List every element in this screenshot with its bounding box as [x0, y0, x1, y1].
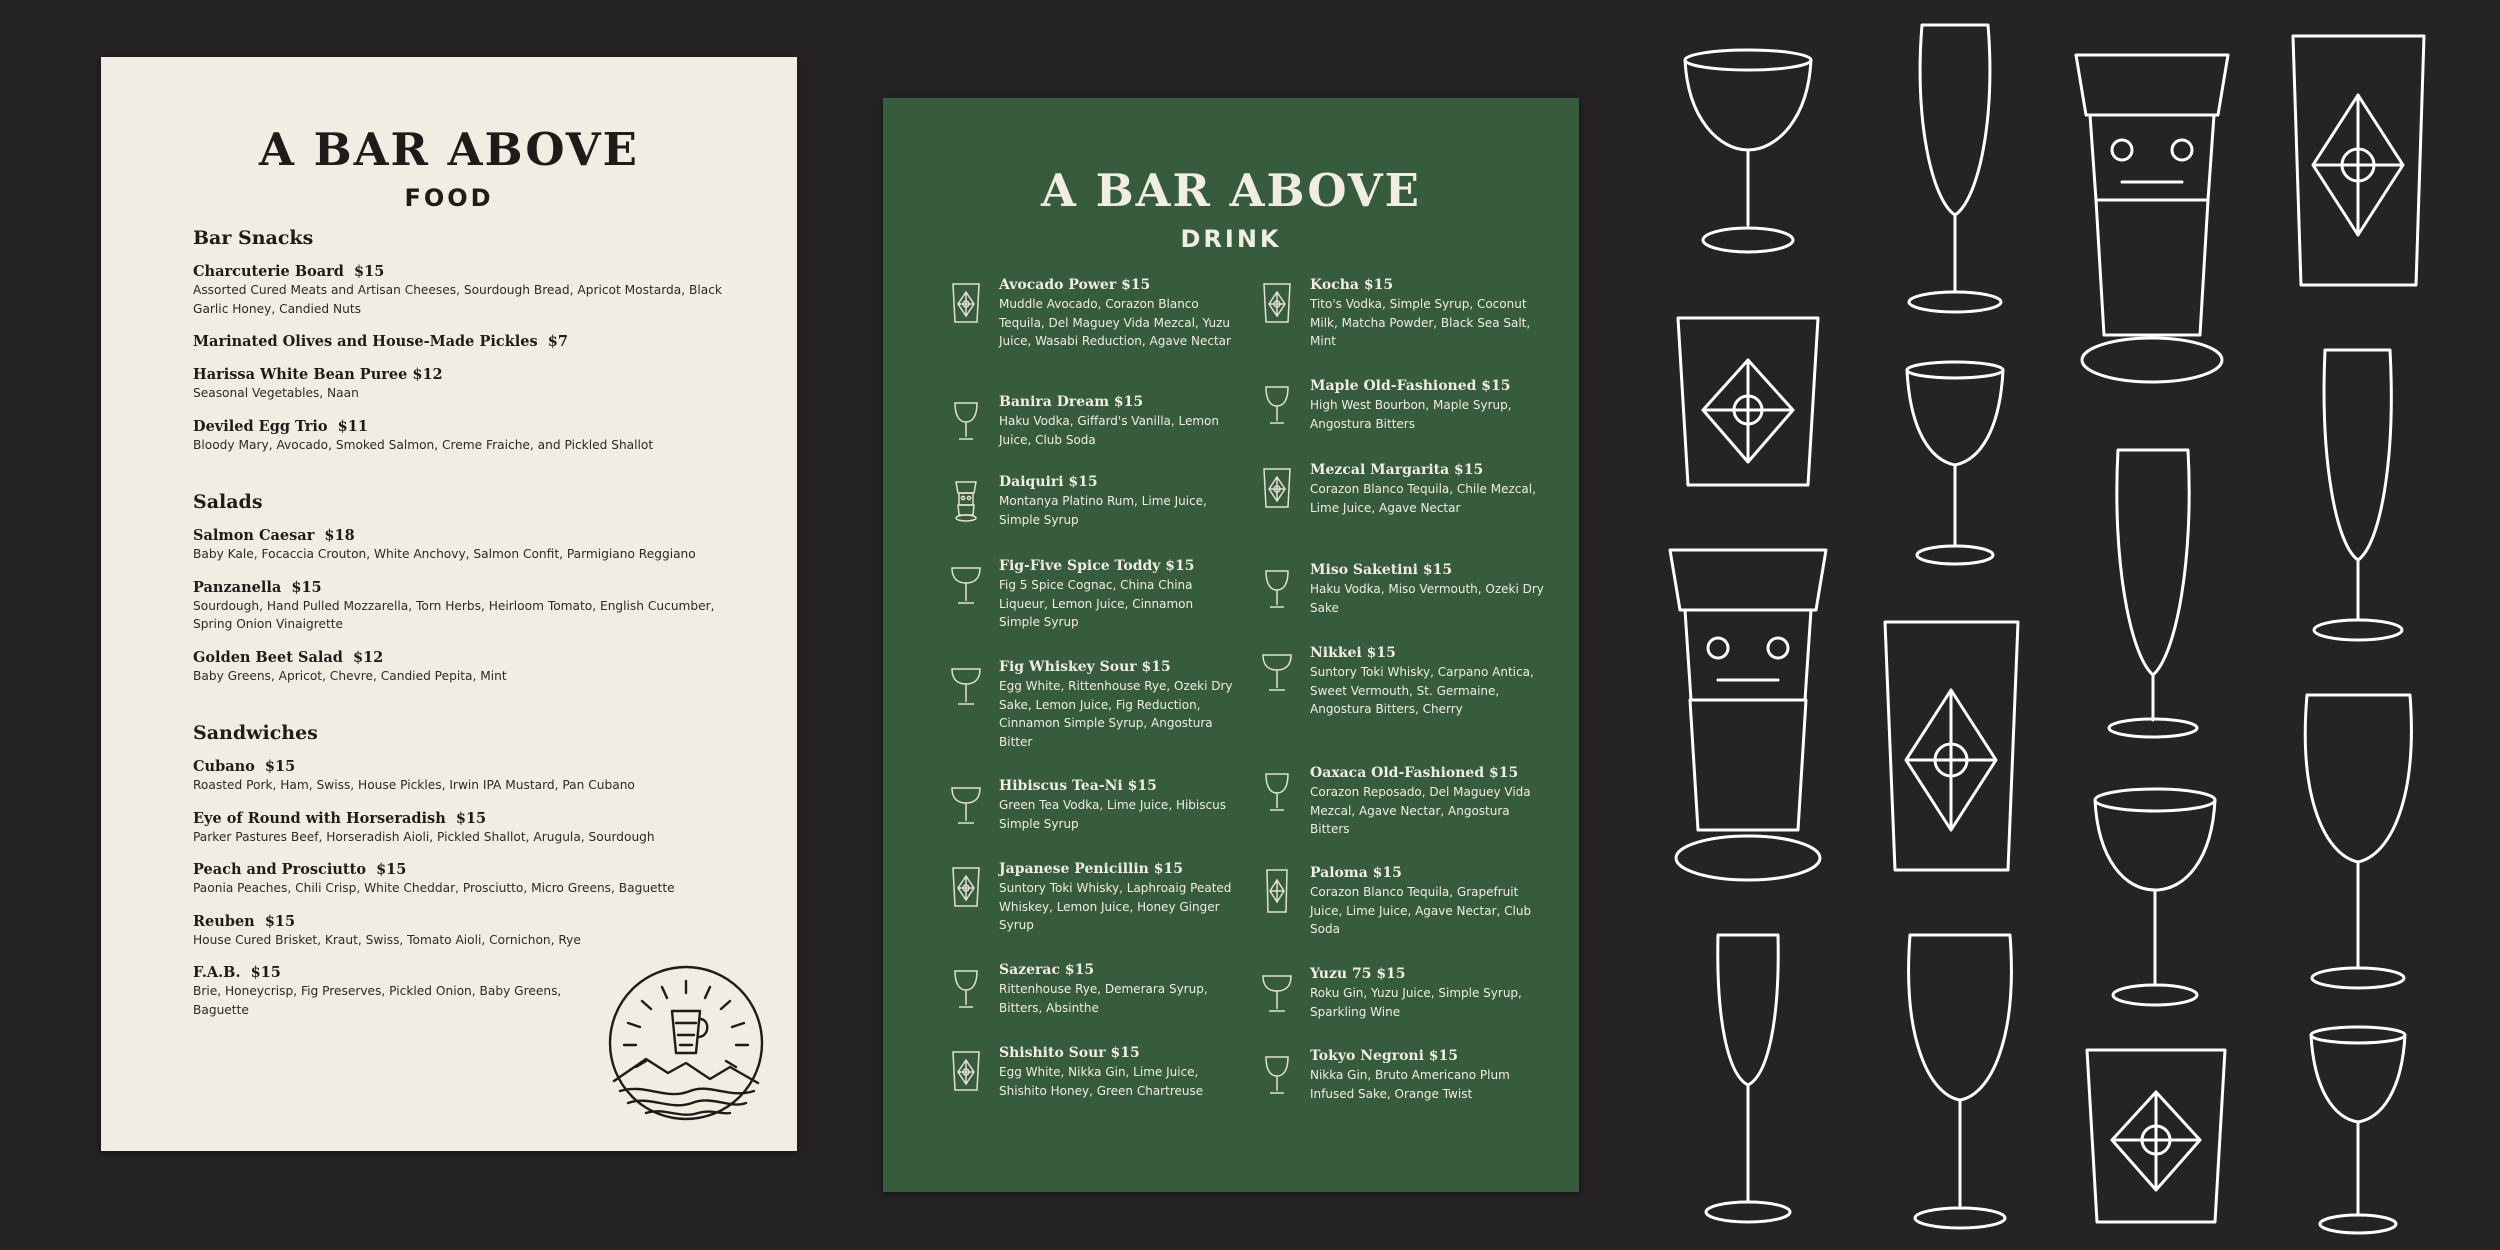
crystal-rocks-glass-icon [2087, 1050, 2225, 1222]
menu-item-name: Peach and Prosciutto $15 [193, 861, 407, 878]
coupe-glass-icon [2095, 789, 2215, 1005]
glassware-pattern [1650, 0, 2500, 1250]
champagne-flute-icon [2314, 350, 2402, 640]
menu-item [193, 526, 733, 564]
drink-name: Kocha $15 [1310, 277, 1394, 293]
menu-item [193, 860, 733, 898]
drink-item [946, 1044, 1236, 1114]
crystal-highball-glass-icon [1257, 868, 1297, 914]
drink-description: Montanya Platino Rum, Lime Juice, Simple Syrup [999, 494, 1207, 527]
section-heading: Bar Snacks [193, 227, 314, 249]
coupe-glass-icon [946, 662, 986, 708]
drink-name: Yuzu 75 $15 [1310, 966, 1406, 982]
drink-description: Egg White, Nikka Gin, Lime Juice, Shishito Honey, Green Chartreuse [999, 1065, 1204, 1098]
champagne-flute-icon [2109, 450, 2197, 737]
drink-name: Oaxaca Old-Fashioned $15 [1310, 765, 1519, 781]
menu-item [193, 332, 733, 351]
tiki-mug-icon [946, 477, 986, 523]
menu-item-description: Assorted Cured Meats and Artisan Cheeses, Sourdough Bread, Apricot Mostarda, Black Garlic Honey, Candied Nuts [193, 283, 722, 316]
drink-name: Sazerac $15 [999, 962, 1095, 978]
crystal-rocks-glass-icon [946, 864, 986, 910]
drink-name: Japanese Penicillin $15 [999, 861, 1183, 877]
menu-item-name: Deviled Egg Trio $11 [193, 417, 368, 435]
menu-item-name: Charcuterie Board $15 [193, 263, 385, 280]
crystal-rocks-glass-icon [1678, 318, 1818, 485]
champagne-flute-icon [1909, 25, 2001, 312]
drink-item [946, 393, 1236, 473]
coupe-glass-icon [946, 781, 986, 827]
drink-description: Fig 5 Spice Cognac, China China Liqueur, Lemon Juice, Cinnamon Simple Syrup [999, 578, 1194, 629]
menu-item-description: Baby Kale, Focaccia Crouton, White Anchovy, Salmon Confit, Parmigiano Reggiano [193, 547, 696, 561]
drink-description: Roku Gin, Yuzu Juice, Simple Syrup, Sparkling Wine [1310, 986, 1522, 1019]
drink-description: Corazon Reposado, Del Maguey Vida Mezcal, Agave Nectar, Angostura Bitters [1310, 785, 1531, 836]
food-menu-title: A BAR ABOVE [258, 123, 639, 176]
menu-section-bar-snacks [193, 227, 733, 454]
wine-glass-icon [2305, 695, 2411, 988]
drink-menu-card [883, 98, 1579, 1192]
drink-description: Haku Vodka, Giffard's Vanilla, Lemon Juice, Club Soda [999, 414, 1220, 447]
menu-item-name: Eye of Round with Horseradish $15 [193, 809, 487, 827]
drink-name: Fig-Five Spice Toddy $15 [999, 558, 1195, 574]
menu-item-name: Cubano $15 [193, 758, 296, 775]
tiki-mug-icon [1670, 550, 1826, 880]
drink-item [946, 276, 1236, 393]
menu-item-description: Paonia Peaches, Chili Crisp, White Cheddar, Prosciutto, Micro Greens, Baguette [193, 881, 675, 895]
drink-name: Daiquiri $15 [999, 474, 1098, 490]
drink-description: Corazon Blanco Tequila, Grapefruit Juice, Lime Juice, Agave Nectar, Club Soda [1310, 885, 1532, 936]
drink-item [1257, 1047, 1547, 1117]
drink-column-right [1257, 276, 1547, 1117]
food-menu-subtitle: FOOD [404, 184, 494, 212]
nick-and-nora-glass-icon [946, 397, 986, 443]
nick-and-nora-glass-icon [1257, 565, 1297, 611]
nick-and-nora-glass-icon [1257, 768, 1297, 814]
menu-item [193, 417, 733, 455]
drink-item [946, 557, 1236, 658]
drink-name: Paloma $15 [1310, 865, 1402, 881]
drink-item [946, 860, 1236, 961]
drink-description: Suntory Toki Whisky, Carpano Antica, Sweet Vermouth, St. Germaine, Angostura Bitters, Cherry [1310, 665, 1534, 716]
drink-item [1257, 561, 1547, 644]
drink-item [1257, 377, 1547, 461]
menu-item-description: House Cured Brisket, Kraut, Swiss, Tomato Aioli, Cornichon, Rye [193, 932, 581, 947]
menu-item-description: Parker Pastures Beef, Horseradish Aioli, Pickled Shallot, Arugula, Sourdough [193, 829, 655, 844]
nick-and-nora-glass-icon [1907, 362, 2003, 564]
food-menu-card [101, 57, 797, 1151]
menu-item-name: F.A.B. $15 [193, 964, 281, 981]
drink-item [946, 961, 1236, 1044]
menu-item-description: Bloody Mary, Avocado, Smoked Salmon, Creme Fraiche, and Pickled Shallot [193, 437, 654, 452]
menu-item-name: Harissa White Bean Puree $12 [193, 366, 443, 383]
drink-name: Miso Saketini $15 [1310, 562, 1453, 578]
nick-and-nora-glass-icon [2311, 1027, 2405, 1233]
crystal-rocks-glass-icon [946, 280, 986, 326]
drink-column-left [946, 276, 1236, 1114]
tiki-mug-icon [2076, 55, 2228, 382]
coupe-glass-icon [1257, 648, 1297, 694]
menu-item-name: Panzanella $15 [193, 578, 322, 596]
drink-menu-subtitle: DRINK [1180, 225, 1282, 253]
drink-name: Hibiscus Tea-Ni $15 [999, 778, 1157, 794]
drink-description: Tito's Vodka, Simple Syrup, Coconut Milk, Matcha Powder, Black Sea Salt, Mint [1310, 297, 1531, 348]
drink-item [1257, 864, 1547, 965]
drink-item [1257, 644, 1547, 764]
food-menu-sections [193, 227, 733, 1056]
nick-and-nora-glass-icon [946, 965, 986, 1011]
drink-name: Maple Old-Fashioned $15 [1310, 378, 1511, 394]
menu-item-name: Salmon Caesar $18 [193, 527, 355, 544]
menu-item-description: Seasonal Vegetables, Naan [193, 386, 359, 400]
drink-item [946, 658, 1236, 777]
drink-description: High West Bourbon, Maple Syrup, Angostura Bitters [1310, 398, 1512, 431]
menu-item [193, 809, 733, 847]
crystal-highball-glass-icon [1885, 622, 2018, 870]
menu-item-description: Roasted Pork, Ham, Swiss, House Pickles, Irwin IPA Mustard, Pan Cubano [193, 778, 635, 792]
drink-item [946, 473, 1236, 557]
menu-item [193, 757, 733, 795]
menu-item-description: Sourdough, Hand Pulled Mozzarella, Torn Herbs, Heirloom Tomato, English Cucumber, Spring Onion Vinaigrette [193, 598, 715, 631]
drink-name: Tokyo Negroni $15 [1310, 1048, 1458, 1064]
menu-item-name: Golden Beet Salad $12 [193, 648, 384, 666]
menu-item [193, 963, 573, 1019]
drink-description: Green Tea Vodka, Lime Juice, Hibiscus Simple Syrup [999, 798, 1226, 831]
drink-description: Haku Vodka, Miso Vermouth, Ozeki Dry Sake [1310, 582, 1544, 615]
drink-item [1257, 965, 1547, 1047]
crystal-rocks-glass-icon [946, 1048, 986, 1094]
drink-description: Suntory Toki Whisky, Laphroaig Peated Whiskey, Lemon Juice, Honey Ginger Syrup [999, 881, 1232, 932]
menu-item-description: Baby Greens, Apricot, Chevre, Candied Pepita, Mint [193, 668, 507, 683]
crystal-rocks-glass-icon [1257, 465, 1297, 511]
drink-item [1257, 764, 1547, 864]
menu-item-name: Reuben $15 [193, 912, 296, 930]
crystal-highball-glass-icon [2293, 36, 2424, 285]
section-heading: Salads [193, 491, 263, 513]
drink-name: Nikkei $15 [1310, 645, 1396, 661]
menu-item [193, 365, 733, 403]
coupe-glass-icon [1685, 50, 1811, 252]
drink-description: Rittenhouse Rye, Demerara Syrup, Bitters, Absinthe [999, 982, 1208, 1015]
drink-description: Nikka Gin, Bruto Americano Plum Infused Sake, Orange Twist [1310, 1068, 1510, 1101]
drink-description: Corazon Blanco Tequila, Chile Mezcal, Lime Juice, Agave Nectar [1310, 482, 1536, 515]
drink-name: Banira Dream $15 [999, 394, 1144, 410]
crystal-rocks-glass-icon [1257, 280, 1297, 326]
drink-menu-title: A BAR ABOVE [1040, 164, 1421, 217]
menu-item [193, 648, 733, 686]
drink-name: Mezcal Margarita $15 [1310, 462, 1484, 478]
coupe-glass-icon [946, 561, 986, 607]
drink-name: Shishito Sour $15 [999, 1045, 1140, 1061]
drink-description: Muddle Avocado, Corazon Blanco Tequila, Del Maguey Vida Mezcal, Yuzu Juice, Wasabi Reduction, Agave Nectar [999, 297, 1231, 348]
menu-section-salads [193, 491, 733, 685]
menu-item [193, 262, 733, 318]
menu-item-description: Brie, Honeycrisp, Fig Preserves, Pickled Onion, Baby Greens, Baguette [193, 984, 562, 1017]
nick-and-nora-glass-icon [1257, 381, 1297, 427]
drink-name: Fig Whiskey Sour $15 [999, 659, 1171, 675]
drink-item [1257, 461, 1547, 561]
coupe-glass-icon [1257, 969, 1297, 1015]
drink-item [1257, 276, 1547, 377]
menu-item-name: Marinated Olives and House-Made Pickles $7 [193, 333, 568, 350]
menu-item [193, 578, 733, 634]
wine-glass-icon [1909, 935, 2012, 1228]
mountain-cocktail-emblem-icon [606, 963, 766, 1123]
nick-and-nora-glass-icon [1257, 1051, 1297, 1097]
drink-name: Avocado Power $15 [999, 277, 1151, 293]
champagne-flute-icon [1706, 935, 1790, 1222]
drink-item [946, 777, 1236, 860]
section-heading: Sandwiches [193, 722, 318, 744]
drink-description: Egg White, Rittenhouse Rye, Ozeki Dry Sake, Lemon Juice, Fig Reduction, Cinnamon Simple Syrup, Angostura Bitter [999, 679, 1233, 749]
menu-item [193, 912, 733, 950]
